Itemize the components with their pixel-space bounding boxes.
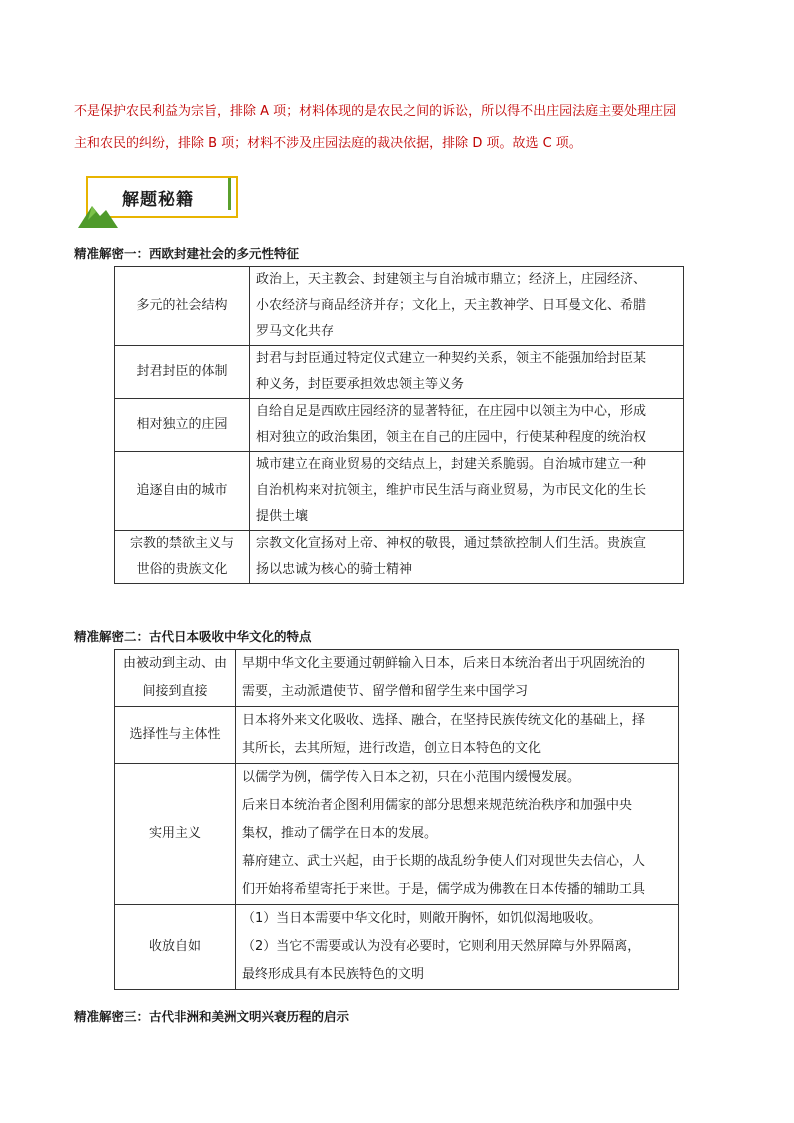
row-value-line: 后来日本统治者企图利用儒家的部分思想来规范统治秩序和加强中央 <box>242 798 633 813</box>
row-value-line: （1）当日本需要中华文化时，则敞开胸怀，如饥似渴地吸收。 <box>242 911 602 926</box>
row-key-line: 收放自如 <box>148 939 201 954</box>
row-key <box>115 452 250 531</box>
row-key <box>115 346 250 399</box>
row-value-line: 扬以忠诚为核心的骑士精神 <box>256 562 413 577</box>
row-value <box>250 399 684 452</box>
row-value-line: 封君与封臣通过特定仪式建立一种契约关系，领主不能强加给封臣某 <box>256 351 647 366</box>
row-value-line: 其所长，去其所短，进行改造，创立日本特色的文化 <box>242 741 542 756</box>
table-row <box>115 452 684 531</box>
row-key-line: 封君封臣的体制 <box>136 364 228 379</box>
section-badge <box>78 176 248 226</box>
row-key-line: 多元的社会结构 <box>136 298 228 313</box>
row-value-line: 最终形成具有本民族特色的文明 <box>242 967 425 982</box>
row-key <box>115 650 236 707</box>
row-value-line: 集权，推动了儒学在日本的发展。 <box>242 826 438 841</box>
table-row <box>115 707 679 764</box>
row-value-line: 幕府建立、武士兴起，由于长期的战乱纷争使人们对现世失去信心，人 <box>242 854 646 869</box>
table-row <box>115 905 679 990</box>
row-key-line: 追逐自由的城市 <box>136 483 228 498</box>
row-value <box>236 764 679 905</box>
row-value-line: 自治机构来对抗领主，维护市民生活与商业贸易，为市民文化的生长 <box>256 483 647 498</box>
row-value <box>236 650 679 707</box>
row-key-line: 世俗的贵族文化 <box>136 562 228 577</box>
row-value-line: 宗教文化宣扬对上帝、神权的敬畏，通过禁欲控制人们生活。贵族宣 <box>256 536 647 551</box>
row-value-line: 提供土壤 <box>256 509 309 524</box>
row-value <box>236 707 679 764</box>
row-value-line: （2）当它不需要或认为没有必要时，它则利用天然屏障与外界隔离， <box>242 939 641 954</box>
row-key-line: 实用主义 <box>148 826 201 841</box>
row-value-line: 需要，主动派遣使节、留学僧和留学生来中国学习 <box>242 684 529 699</box>
row-value-line: 以儒学为例，儒学传入日本之初，只在小范围内缓慢发展。 <box>242 770 581 785</box>
row-key <box>115 531 250 584</box>
table-row <box>115 399 684 452</box>
row-value-line: 早期中华文化主要通过朝鲜输入日本，后来日本统治者出于巩固统治的 <box>242 656 646 671</box>
row-key-line: 选择性与主体性 <box>129 727 221 742</box>
row-key <box>115 707 236 764</box>
table-japan <box>114 649 679 990</box>
row-value-line: 日本将外来文化吸收、选择、融合，在坚持民族传统文化的基础上，择 <box>242 713 646 728</box>
table-row <box>115 531 684 584</box>
row-value-line: 相对独立的政治集团，领主在自己的庄园中，行使某种程度的统治权 <box>256 430 647 445</box>
row-value <box>250 452 684 531</box>
row-key-line: 相对独立的庄园 <box>136 417 228 432</box>
row-value <box>250 346 684 399</box>
row-value-line: 罗马文化共存 <box>256 324 335 339</box>
row-key <box>115 267 250 346</box>
row-value-line: 种义务，封臣要承担效忠领主等义务 <box>256 377 465 392</box>
row-value-line: 自给自足是西欧庄园经济的显著特征，在庄园中以领主为中心，形成 <box>256 404 647 419</box>
table-row <box>115 346 684 399</box>
row-value-line: 城市建立在商业贸易的交结点上，封建关系脆弱。自治城市建立一种 <box>256 457 647 472</box>
row-value <box>250 531 684 584</box>
section-3-title: 精准解密三：古代非洲和美洲文明兴衰历程的启示 <box>74 1009 350 1024</box>
row-value <box>250 267 684 346</box>
table-row <box>115 650 679 707</box>
table-western-europe <box>114 266 684 584</box>
badge-title: 解题秘籍 <box>122 190 194 210</box>
mountain-icon <box>78 198 118 228</box>
row-key <box>115 399 250 452</box>
answer-explanation-line-2: 主和农民的纠纷，排除 B 项；材料不涉及庄园法庭的裁决依据，排除 D 项。故选 C 项。 <box>74 136 582 151</box>
row-key-line: 宗教的禁欲主义与 <box>129 536 234 551</box>
row-value-line: 政治上，天主教会、封建领主与自治城市鼎立；经济上，庄园经济、 <box>256 272 647 287</box>
row-key <box>115 905 236 990</box>
badge-accent-bar <box>228 178 231 210</box>
section-1-title: 精准解密一：西欧封建社会的多元性特征 <box>74 246 300 261</box>
row-key <box>115 764 236 905</box>
row-key-line: 间接到直接 <box>142 684 208 699</box>
row-key-line: 由被动到主动、由 <box>122 656 227 671</box>
section-2-title: 精准解密二：古代日本吸收中华文化的特点 <box>74 629 312 644</box>
row-value <box>236 905 679 990</box>
row-value-line: 小农经济与商品经济并存；文化上，天主教神学、日耳曼文化、希腊 <box>256 298 647 313</box>
answer-explanation-line-1: 不是保护农民利益为宗旨，排除 A 项；材料体现的是农民之间的诉讼，所以得不出庄园法庭主要处理庄园 <box>74 104 677 119</box>
table-row <box>115 267 684 346</box>
table-row <box>115 764 679 905</box>
row-value-line: 们开始将希望寄托于来世。于是，儒学成为佛教在日本传播的辅助工具 <box>242 882 646 897</box>
